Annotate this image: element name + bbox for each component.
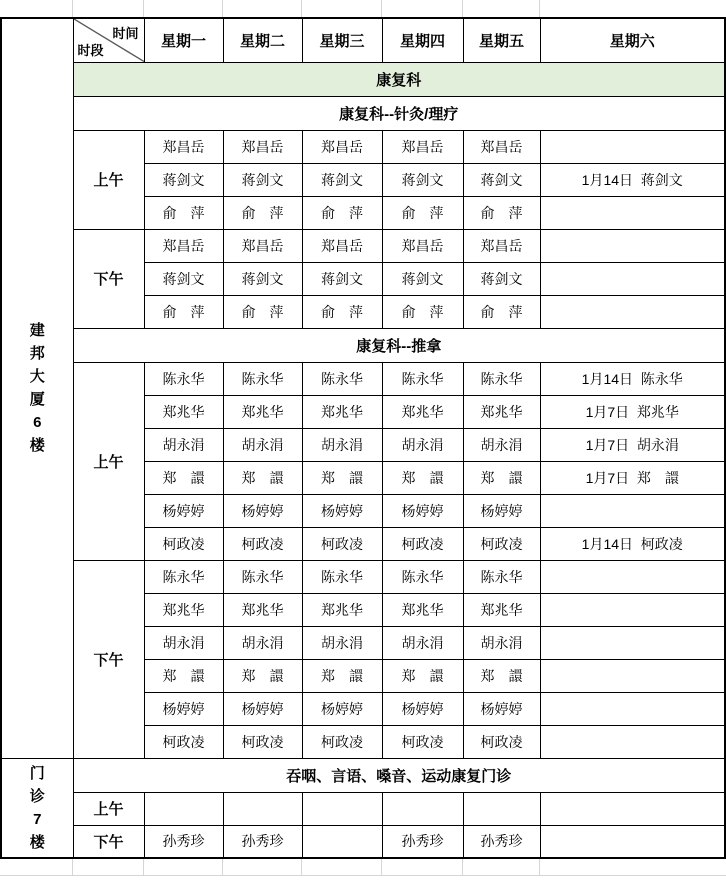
building-label-jianbang [1, 18, 73, 758]
schedule-cell: 胡永涓 [144, 626, 223, 659]
corner-label-time: 时间 [112, 26, 139, 41]
period-label: 下午 [73, 229, 144, 328]
building-label-char: 6 [33, 414, 42, 432]
section-title-row [1, 62, 725, 96]
schedule-cell [540, 295, 725, 328]
day-header-sat: 星期六 [540, 18, 725, 62]
schedule-cell [540, 560, 725, 593]
period-label: 上午 [73, 362, 144, 560]
schedule-cell: 郑 譞 [463, 461, 540, 494]
gridline [143, 0, 144, 17]
schedule-cell: 陈永华 [382, 362, 463, 395]
schedule-cell: 俞 萍 [382, 196, 463, 229]
schedule-cell: 1月14日 陈永华 [540, 362, 725, 395]
section-title: 康复科 [73, 62, 725, 96]
schedule-cell: 陈永华 [302, 560, 382, 593]
schedule-cell: 俞 萍 [144, 295, 223, 328]
gridline [539, 0, 540, 17]
schedule-cell [540, 725, 725, 758]
section-title-row [1, 328, 725, 362]
schedule-cell: 杨婷婷 [144, 692, 223, 725]
building-label-char: 邦 [29, 345, 45, 363]
schedule-cell [144, 792, 223, 825]
section-title: 康复科--针灸/理疗 [73, 96, 725, 130]
schedule-cell: 陈永华 [302, 362, 382, 395]
schedule-cell: 1月7日 郑兆华 [540, 395, 725, 428]
schedule-cell: 胡永涓 [144, 428, 223, 461]
schedule-cell: 蒋剑文 [144, 262, 223, 295]
schedule-cell: 胡永涓 [382, 626, 463, 659]
schedule-cell: 胡永涓 [223, 626, 302, 659]
building-label-char: 7 [33, 810, 42, 828]
schedule-cell [302, 792, 382, 825]
day-header-mon: 星期一 [144, 18, 223, 62]
schedule-cell: 郑昌岳 [382, 130, 463, 163]
schedule-cell: 郑昌岳 [223, 130, 302, 163]
schedule-cell [540, 130, 725, 163]
schedule-cell: 杨婷婷 [382, 494, 463, 527]
schedule-row [1, 825, 725, 858]
schedule-cell: 蒋剑文 [223, 262, 302, 295]
schedule-row [1, 792, 725, 825]
schedule-row [1, 130, 725, 163]
schedule-cell: 胡永涓 [463, 428, 540, 461]
corner-cell [73, 18, 144, 62]
gridline [462, 859, 463, 875]
gridline [72, 859, 73, 875]
gridline [301, 0, 302, 17]
schedule-row [1, 362, 725, 395]
schedule-cell: 柯政凌 [223, 527, 302, 560]
schedule-cell: 郑 譞 [302, 461, 382, 494]
gridline [222, 0, 223, 17]
gridline [381, 0, 382, 17]
schedule-cell: 郑兆华 [463, 395, 540, 428]
gridline [143, 859, 144, 875]
schedule-cell: 柯政凌 [302, 527, 382, 560]
schedule-cell: 孙秀珍 [382, 825, 463, 858]
schedule-table-body [1, 18, 725, 858]
schedule-cell [382, 792, 463, 825]
building-label-char: 门 [29, 764, 45, 782]
schedule-cell: 郑 譞 [223, 461, 302, 494]
schedule-cell: 郑 譞 [144, 659, 223, 692]
schedule-cell [540, 494, 725, 527]
schedule-cell: 郑兆华 [223, 593, 302, 626]
schedule-cell [302, 825, 382, 858]
schedule-cell: 郑 譞 [382, 659, 463, 692]
schedule-cell: 陈永华 [144, 362, 223, 395]
schedule-cell: 胡永涓 [223, 428, 302, 461]
schedule-cell [540, 825, 725, 858]
schedule-cell: 柯政凌 [302, 725, 382, 758]
schedule-cell: 郑兆华 [144, 395, 223, 428]
building-label-char: 厦 [29, 391, 45, 409]
building-label-char: 楼 [29, 833, 45, 851]
schedule-cell: 俞 萍 [463, 196, 540, 229]
schedule-cell: 郑兆华 [223, 395, 302, 428]
schedule-cell: 郑兆华 [463, 593, 540, 626]
schedule-cell [463, 792, 540, 825]
day-header-fri: 星期五 [463, 18, 540, 62]
schedule-cell: 胡永涓 [382, 428, 463, 461]
schedule-cell: 蒋剑文 [382, 163, 463, 196]
schedule-cell [223, 792, 302, 825]
gridline [72, 0, 73, 17]
schedule-cell: 郑昌岳 [302, 229, 382, 262]
schedule-cell: 蒋剑文 [382, 262, 463, 295]
building-label-char: 建 [29, 322, 45, 340]
schedule-cell: 1月14日 柯政凌 [540, 527, 725, 560]
schedule-cell: 蒋剑文 [302, 262, 382, 295]
schedule-cell: 杨婷婷 [223, 692, 302, 725]
schedule-cell: 蒋剑文 [144, 163, 223, 196]
period-label: 下午 [73, 560, 144, 758]
schedule-cell: 陈永华 [223, 362, 302, 395]
schedule-cell: 蒋剑文 [302, 163, 382, 196]
schedule-cell: 郑昌岳 [463, 130, 540, 163]
schedule-row [1, 560, 725, 593]
period-label: 下午 [73, 825, 144, 858]
day-header-tue: 星期二 [223, 18, 302, 62]
schedule-cell: 郑昌岳 [302, 130, 382, 163]
section-title: 吞咽、言语、嗓音、运动康复门诊 [73, 758, 725, 792]
schedule-cell: 胡永涓 [302, 428, 382, 461]
schedule-cell: 俞 萍 [223, 196, 302, 229]
schedule-cell: 杨婷婷 [223, 494, 302, 527]
schedule-cell: 1月14日 蒋剑文 [540, 163, 725, 196]
schedule-cell: 俞 萍 [463, 295, 540, 328]
schedule-cell: 蒋剑文 [463, 262, 540, 295]
schedule-cell: 杨婷婷 [382, 692, 463, 725]
schedule-cell: 郑昌岳 [382, 229, 463, 262]
schedule-cell: 杨婷婷 [144, 494, 223, 527]
schedule-cell: 俞 萍 [302, 295, 382, 328]
schedule-cell: 郑兆华 [302, 593, 382, 626]
schedule-cell: 柯政凌 [223, 725, 302, 758]
schedule-cell: 郑 譞 [382, 461, 463, 494]
schedule-cell [540, 593, 725, 626]
spreadsheet-strip-bottom [0, 859, 726, 876]
building-label-menzhen [1, 758, 73, 858]
schedule-cell: 柯政凌 [144, 527, 223, 560]
gridline [462, 0, 463, 17]
schedule-cell: 蒋剑文 [463, 163, 540, 196]
schedule-cell [540, 262, 725, 295]
section-title-row [1, 96, 725, 130]
schedule-cell [540, 229, 725, 262]
gridline [381, 859, 382, 875]
schedule-cell [540, 792, 725, 825]
header-row [1, 18, 725, 62]
day-header-thu: 星期四 [382, 18, 463, 62]
schedule-cell [540, 659, 725, 692]
schedule-cell: 1月7日 郑 譞 [540, 461, 725, 494]
gridline [222, 859, 223, 875]
schedule-cell: 孙秀珍 [144, 825, 223, 858]
schedule-cell: 孙秀珍 [463, 825, 540, 858]
schedule-cell: 杨婷婷 [302, 494, 382, 527]
period-label: 上午 [73, 792, 144, 825]
schedule-cell: 郑昌岳 [223, 229, 302, 262]
schedule-cell: 郑 譞 [223, 659, 302, 692]
schedule-cell: 俞 萍 [302, 196, 382, 229]
schedule-cell: 蒋剑文 [223, 163, 302, 196]
corner-label-period: 时段 [77, 42, 104, 58]
section-title-row [1, 758, 725, 792]
schedule-cell: 柯政凌 [463, 527, 540, 560]
schedule-cell: 郑昌岳 [144, 229, 223, 262]
schedule-cell: 孙秀珍 [223, 825, 302, 858]
schedule-cell: 陈永华 [463, 362, 540, 395]
schedule-cell: 郑兆华 [382, 395, 463, 428]
schedule-cell: 胡永涓 [463, 626, 540, 659]
schedule-cell: 陈永华 [144, 560, 223, 593]
schedule-cell: 郑 譞 [144, 461, 223, 494]
schedule-cell: 郑昌岳 [144, 130, 223, 163]
schedule-table [0, 17, 726, 859]
schedule-cell: 俞 萍 [223, 295, 302, 328]
schedule-cell: 胡永涓 [302, 626, 382, 659]
schedule-cell: 俞 萍 [382, 295, 463, 328]
schedule-cell: 柯政凌 [144, 725, 223, 758]
schedule-cell: 1月7日 胡永涓 [540, 428, 725, 461]
schedule-cell: 柯政凌 [463, 725, 540, 758]
spreadsheet-strip-top [0, 0, 726, 17]
schedule-cell [540, 692, 725, 725]
schedule-cell [540, 626, 725, 659]
schedule-cell: 郑 譞 [302, 659, 382, 692]
schedule-cell: 郑昌岳 [463, 229, 540, 262]
schedule-cell: 陈永华 [382, 560, 463, 593]
section-title: 康复科--推拿 [73, 328, 725, 362]
schedule-cell: 郑 譞 [463, 659, 540, 692]
period-label: 上午 [73, 130, 144, 229]
schedule-cell: 陈永华 [223, 560, 302, 593]
gridline [301, 859, 302, 875]
schedule-cell: 杨婷婷 [302, 692, 382, 725]
gridline [539, 859, 540, 875]
day-header-wed: 星期三 [302, 18, 382, 62]
schedule-cell: 郑兆华 [382, 593, 463, 626]
schedule-cell: 杨婷婷 [463, 494, 540, 527]
building-label-char: 诊 [29, 787, 45, 805]
building-label-char: 大 [29, 368, 45, 386]
schedule-cell: 郑兆华 [144, 593, 223, 626]
building-label-char: 楼 [29, 437, 45, 455]
schedule-cell: 杨婷婷 [463, 692, 540, 725]
schedule-cell [540, 196, 725, 229]
schedule-row [1, 229, 725, 262]
schedule-cell: 陈永华 [463, 560, 540, 593]
schedule-cell: 柯政凌 [382, 527, 463, 560]
schedule-cell: 俞 萍 [144, 196, 223, 229]
schedule-cell: 郑兆华 [302, 395, 382, 428]
schedule-cell: 柯政凌 [382, 725, 463, 758]
